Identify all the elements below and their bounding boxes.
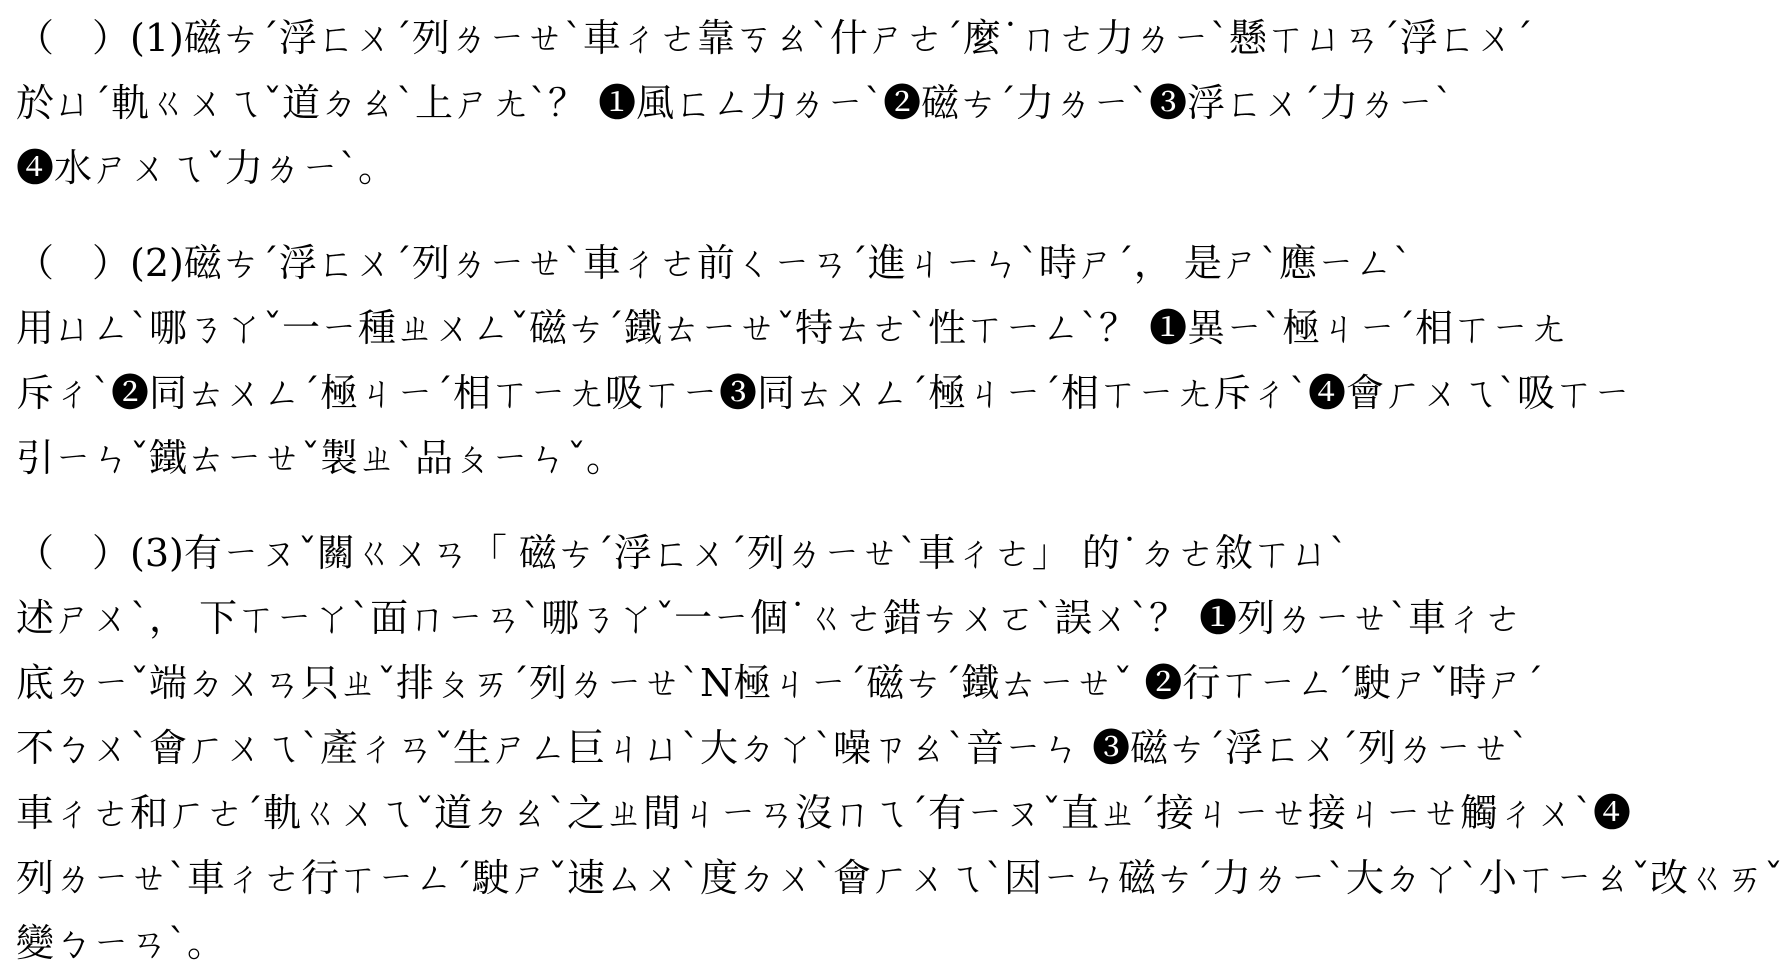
- question-2-line-3: 斥ㄔˋ❷同ㄊㄨㄥˊ極ㄐㄧˊ相ㄒㄧㄤ吸ㄒㄧ❸同ㄊㄨㄥˊ極ㄐㄧˊ相ㄒㄧㄤ斥ㄔˋ❹會ㄏㄨㄟˋ吸ㄒㄧ: [16, 371, 1632, 415]
- question-1-line-1: （ ）(1)磁ㄘˊ浮ㄈㄨˊ列ㄌㄧㄝˋ車ㄔㄜ靠ㄎㄠˋ什ㄕㄜˊ麼˙ㄇㄜ力ㄌㄧˋ懸ㄒㄩㄢˊ浮ㄈㄨˊ: [16, 16, 1533, 60]
- question-1-line-2: 於ㄩˊ軌ㄍㄨㄟˇ道ㄉㄠˋ上ㄕㄤˋ？ ❶風ㄈㄥ力ㄌㄧˋ❷磁ㄘˊ力ㄌㄧˋ❸浮ㄈㄨˊ力ㄌㄧˋ: [16, 81, 1454, 125]
- question-1-line-3: ❹水ㄕㄨㄟˇ力ㄌㄧˋ。: [16, 146, 397, 190]
- question-3-line-4: 不ㄅㄨˋ會ㄏㄨㄟˋ產ㄔㄢˇ生ㄕㄥ巨ㄐㄩˋ大ㄉㄚˋ噪ㄗㄠˋ音ㄧㄣ ❸磁ㄘˊ浮ㄈㄨˊ列ㄌㄧㄝˋ: [16, 726, 1530, 770]
- question-3-line-2: 述ㄕㄨˋ， 下ㄒㄧㄚˋ面ㄇㄧㄢˋ哪ㄋㄚˇ一ㄧ個˙ㄍㄜ錯ㄘㄨㄛˋ誤ㄨˋ？ ❶列ㄌㄧㄝˋ車ㄔㄜ: [16, 596, 1523, 640]
- question-2-line-4: 引ㄧㄣˇ鐵ㄊㄧㄝˇ製ㄓˋ品ㄆㄧㄣˇ。: [16, 436, 625, 480]
- question-3: [16, 521, 1783, 976]
- question-2-line-1: （ ）(2)磁ㄘˊ浮ㄈㄨˊ列ㄌㄧㄝˋ車ㄔㄜ前ㄑㄧㄢˊ進ㄐㄧㄣˋ時ㄕˊ， 是ㄕˋ應ㄧㄥˋ: [16, 241, 1412, 285]
- question-3-line-5: 車ㄔㄜ和ㄏㄜˊ軌ㄍㄨㄟˇ道ㄉㄠˋ之ㄓ間ㄐㄧㄢ沒ㄇㄟˊ有ㄧㄡˇ直ㄓˊ接ㄐㄧㄝ接ㄐㄧㄝ觸ㄔㄨˋ❹: [16, 791, 1632, 835]
- question-3-line-3: 底ㄉㄧˇ端ㄉㄨㄢ只ㄓˇ排ㄆㄞˊ列ㄌㄧㄝˋN極ㄐㄧˊ磁ㄘˊ鐵ㄊㄧㄝˇ ❷行ㄒㄧㄥˊ駛ㄕˇ時ㄕˊ: [16, 661, 1544, 705]
- question-3-line-1: （ ）(3)有ㄧㄡˇ關ㄍㄨㄢ「 磁ㄘˊ浮ㄈㄨˊ列ㄌㄧㄝˋ車ㄔㄜ」 的˙ㄉㄜ敘ㄒㄩˋ: [16, 531, 1348, 575]
- question-3-line-6: 列ㄌㄧㄝˋ車ㄔㄜ行ㄒㄧㄥˊ駛ㄕˇ速ㄙㄨˋ度ㄉㄨˋ會ㄏㄨㄟˋ因ㄧㄣ磁ㄘˊ力ㄌㄧˋ大ㄉㄚˋ小ㄒㄧㄠˇ改ㄍㄞˇ: [16, 856, 1783, 900]
- question-2-line-2: 用ㄩㄥˋ哪ㄋㄚˇ一ㄧ種ㄓㄨㄥˇ磁ㄘˊ鐵ㄊㄧㄝˇ特ㄊㄜˋ性ㄒㄧㄥˋ？ ❶異ㄧˋ極ㄐㄧˊ相ㄒㄧㄤ: [16, 306, 1568, 350]
- question-2: [16, 231, 1632, 491]
- question-3-line-7: 變ㄅㄧㄢˋ。: [16, 921, 226, 965]
- question-1: [16, 6, 1533, 201]
